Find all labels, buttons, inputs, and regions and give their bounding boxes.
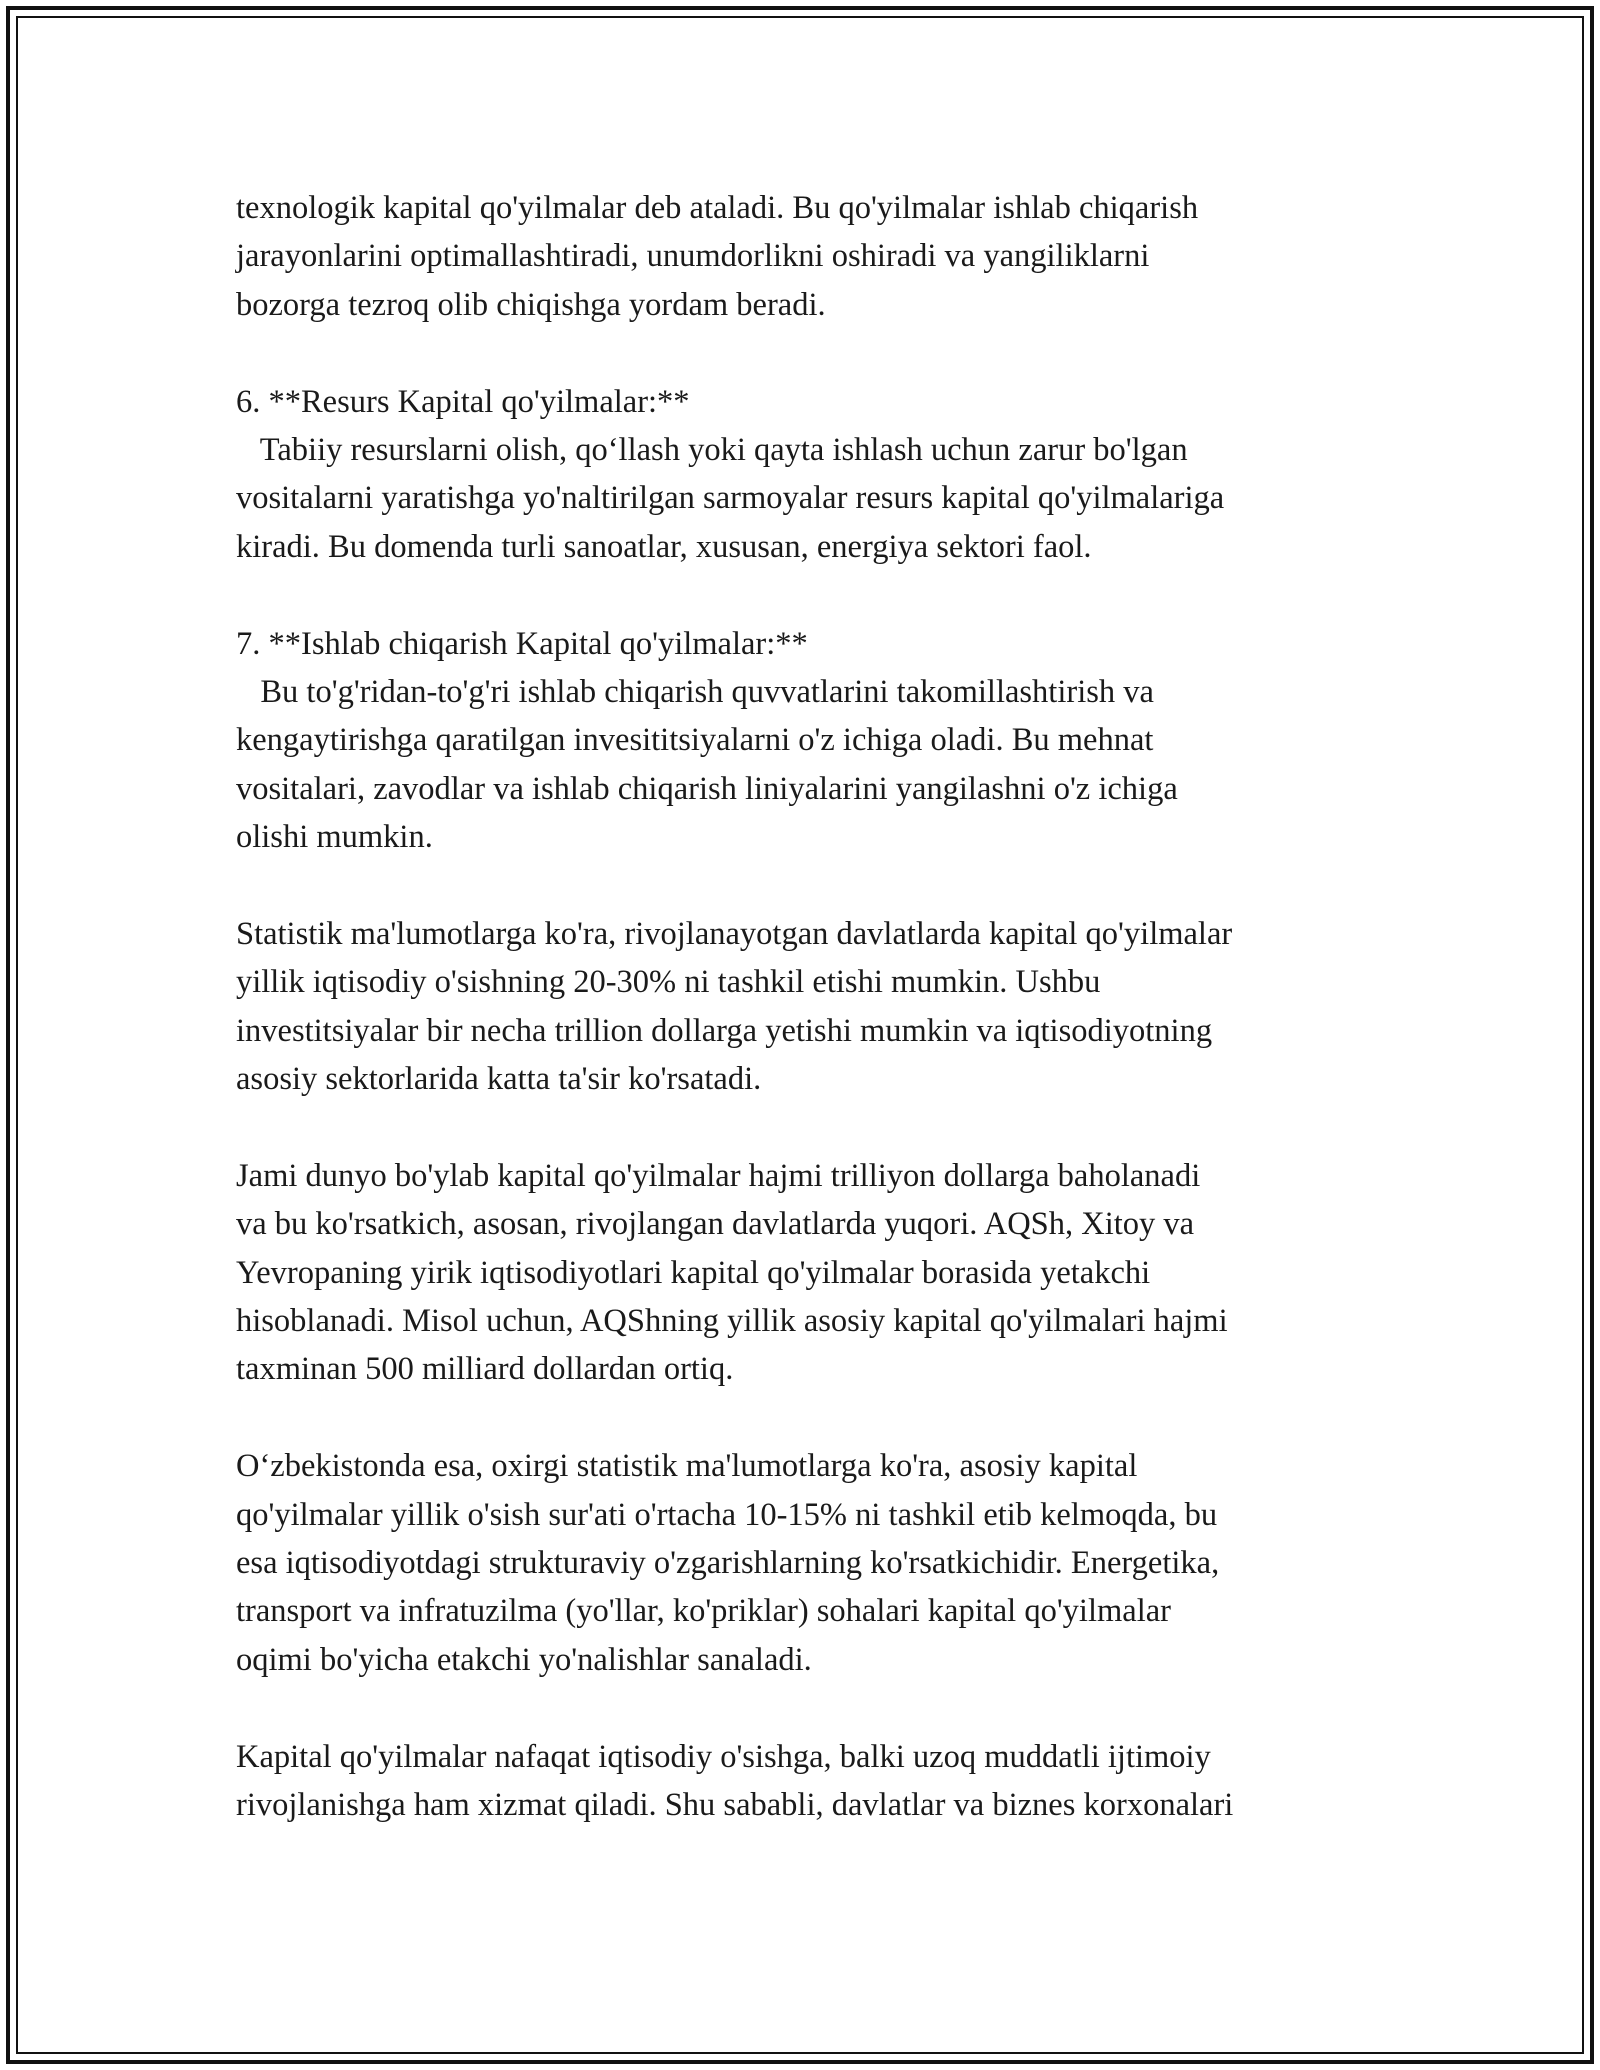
paragraph-3	[236, 620, 1376, 862]
text-line: Yevropaning yirik iqtisodiyotlari kapital qo'yilmalar borasida yetakchi	[236, 1254, 1151, 1291]
text-line: transport va infratuzilma (yo'llar, ko'priklar) sohalari kapital qo'yilmalar	[236, 1593, 1171, 1630]
paragraph-gap	[236, 861, 1376, 909]
text-line: kiradi. Bu domenda turli sanoatlar, xususan, energiya sektori faol.	[236, 528, 1092, 565]
paragraph-gap	[236, 329, 1376, 377]
paragraph-gap	[236, 571, 1376, 619]
text-line: texnologik kapital qo'yilmalar deb ataladi. Bu qo'yilmalar ishlab chiqarish	[236, 190, 1199, 226]
list-item-heading: 6. **Resurs Kapital qo'yilmalar:**	[236, 383, 690, 420]
paragraph-4	[236, 910, 1376, 1104]
text-line: investitsiyalar bir necha trillion dollarga yetishi mumkin va iqtisodiyotning	[236, 1012, 1213, 1049]
paragraph-2	[236, 378, 1376, 572]
text-line: taxminan 500 milliard dollardan ortiq.	[236, 1351, 734, 1388]
text-line: jarayonlarini optimallashtiradi, unumdorlikni oshiradi va yangiliklarni	[236, 238, 1150, 275]
text-line: olishi mumkin.	[236, 819, 433, 856]
text-line: vositalari, zavodlar va ishlab chiqarish liniyalarini yangilashni o'z ichiga	[236, 770, 1178, 807]
text-line: yillik iqtisodiy o'sishning 20-30% ni tashkil etishi mumkin. Ushbu	[236, 964, 1101, 1001]
text-line: esa iqtisodiyotdagi strukturaviy o'zgarishlarning ko'rsatkichidir. Energetika,	[236, 1544, 1220, 1581]
text-line: oqimi bo'yicha etakchi yo'nalishlar sanaladi.	[236, 1641, 812, 1678]
list-item-heading: 7. **Ishlab chiqarish Kapital qo'yilmalar:**	[236, 625, 808, 662]
text-line: Statistik ma'lumotlarga ko'ra, rivojlanayotgan davlatlarda kapital qo'yilmalar	[236, 915, 1233, 952]
paragraph-7	[236, 1733, 1376, 1830]
paragraph-gap	[236, 1394, 1376, 1442]
paragraph-5	[236, 1152, 1376, 1394]
text-line: qo'yilmalar yillik o'sish sur'ati o'rtacha 10-15% ni tashkil etib kelmoqda, bu	[236, 1496, 1218, 1533]
paragraph-1	[236, 184, 1376, 329]
text-line: O‘zbekistonda esa, oxirgi statistik ma'lumotlarga ko'ra, asosiy kapital	[236, 1448, 1138, 1485]
text-line: bozorga tezroq olib chiqishga yordam beradi.	[236, 286, 826, 323]
text-line: rivojlanishga ham xizmat qiladi. Shu sababli, davlatlar va biznes korxonalari	[236, 1786, 1234, 1823]
text-line: Kapital qo'yilmalar nafaqat iqtisodiy o'sishga, balki uzoq muddatli ijtimoiy	[236, 1738, 1211, 1775]
text-line: kengaytirishga qaratilgan invesititsiyalarni o'z ichiga oladi. Bu mehnat	[236, 722, 1154, 759]
text-line: Tabiiy resurslarni olish, qo‘llash yoki qayta ishlash uchun zarur bo'lgan	[236, 431, 1188, 468]
paragraph-gap	[236, 1684, 1376, 1732]
text-line: vositalarni yaratishga yo'naltirilgan sarmoyalar resurs kapital qo'yilmalariga	[236, 480, 1225, 517]
paragraph-6	[236, 1442, 1376, 1684]
text-line: Jami dunyo bo'ylab kapital qo'yilmalar hajmi trilliyon dollarga baholanadi	[236, 1157, 1201, 1194]
text-line: va bu ko'rsatkich, asosan, rivojlangan davlatlarda yuqori. AQSh, Xitoy va	[236, 1206, 1195, 1243]
document-body	[236, 184, 1376, 1829]
paragraph-gap	[236, 1103, 1376, 1151]
text-line: Bu to'g'ridan-to'g'ri ishlab chiqarish quvvatlarini takomillashtirish va	[236, 673, 1154, 710]
text-line: asosiy sektorlarida katta ta'sir ko'rsatadi.	[236, 1061, 762, 1098]
text-line: hisoblanadi. Misol uchun, AQShning yillik asosiy kapital qo'yilmalari hajmi	[236, 1302, 1228, 1339]
